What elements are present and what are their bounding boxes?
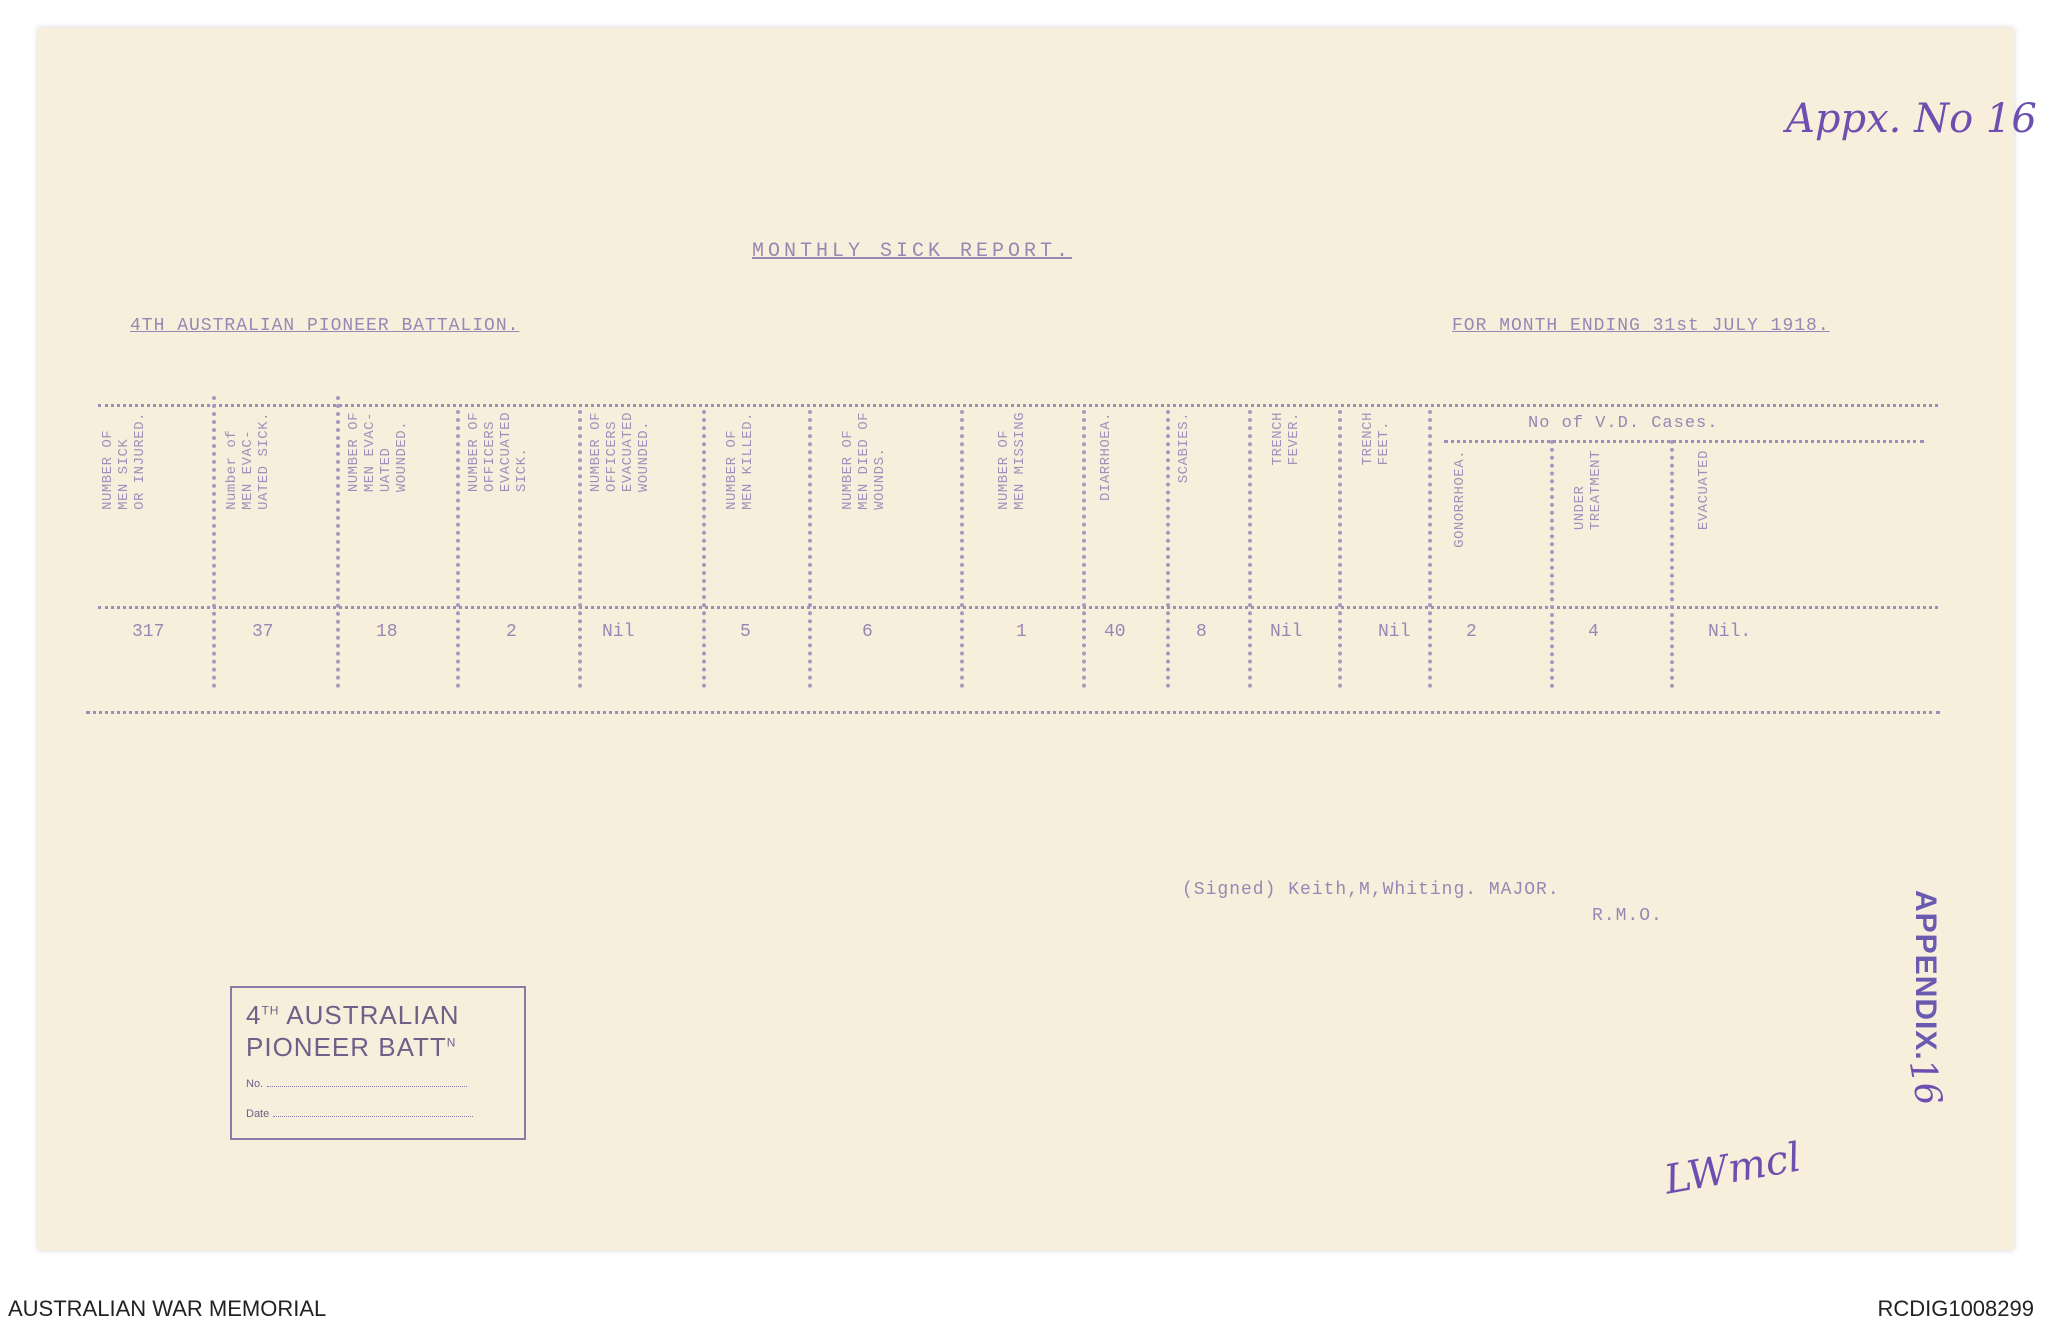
table-cell: Nil	[1270, 622, 1303, 642]
column-header: DIARRHOEA.	[1098, 412, 1114, 502]
appendix-number: 16	[1900, 1056, 1950, 1109]
appendix-annotation: Appx. No 16	[1786, 96, 2037, 142]
table-cell: 4	[1588, 622, 1599, 642]
table-cell: 6	[862, 622, 873, 642]
report-period: FOR MONTH ENDING 31st JULY 1918.	[1452, 316, 1830, 336]
signature-title: R.M.O.	[1592, 906, 1663, 926]
table-cell: Nil.	[1708, 622, 1752, 642]
column-divider	[1338, 410, 1342, 688]
column-header: TRENCH FEET.	[1360, 412, 1392, 466]
table-cell: 37	[252, 622, 274, 642]
battalion-stamp	[230, 986, 526, 1140]
column-divider	[456, 410, 460, 688]
column-divider	[578, 410, 582, 688]
column-header: SCABIES.	[1176, 412, 1192, 484]
header-bottom-rule	[98, 606, 1938, 609]
vd-group-header: No of V.D. Cases.	[1528, 414, 1719, 433]
appendix-stamp: APPENDIX.	[1909, 890, 1942, 1061]
table-bottom-rule	[86, 711, 1940, 714]
vd-group-rule	[1444, 440, 1924, 443]
column-header: NUMBER OF OFFICERS EVACUATED SICK.	[466, 412, 530, 493]
table-cell: 5	[740, 622, 751, 642]
table-cell: Nil	[602, 622, 635, 642]
column-header: NUMBER OF MEN EVAC- UATED WOUNDED.	[346, 412, 410, 493]
table-cell: Nil	[1378, 622, 1411, 642]
table-cell: 2	[1466, 622, 1477, 642]
column-divider	[1428, 410, 1432, 688]
column-header: NUMBER OF OFFICERS EVACUATED WOUNDED.	[588, 412, 652, 493]
stamp-number-field: No.	[246, 1078, 467, 1090]
column-header: NUMBER OF MEN SICK OR INJURED.	[100, 412, 148, 510]
column-header: GONORRHOEA.	[1452, 450, 1468, 548]
stamp-line-2: PIONEER $BATT^N$	[246, 1032, 457, 1062]
table-cell: 40	[1104, 622, 1126, 642]
column-header: NUMBER OF MEN KILLED.	[724, 412, 756, 510]
column-divider	[212, 396, 216, 688]
column-header: UNDER TREATMENT	[1572, 450, 1604, 531]
column-divider	[336, 396, 340, 688]
column-header: NUMBER OF MEN MISSING	[996, 412, 1028, 510]
column-divider	[1248, 410, 1252, 688]
column-divider	[1166, 410, 1170, 688]
column-header: EVACUATED	[1696, 450, 1712, 531]
report-title: MONTHLY SICK REPORT.	[752, 240, 1073, 263]
column-divider	[702, 410, 706, 688]
stamp-line-1: 4TH AUSTRALIAN	[246, 1000, 460, 1030]
column-header: TRENCH FEVER.	[1270, 412, 1302, 466]
table-cell: 2	[506, 622, 517, 642]
handwritten-initials: LWmcl	[1661, 1134, 1805, 1204]
table-cell: 1	[1016, 622, 1027, 642]
table-cell: 8	[1196, 622, 1207, 642]
column-divider	[808, 410, 812, 688]
column-divider	[1082, 410, 1086, 688]
unit-name: 4TH AUSTRALIAN PIONEER BATTALION.	[130, 316, 520, 336]
column-header: Number of MEN EVAC- UATED SICK.	[224, 412, 272, 510]
table-cell: 18	[376, 622, 398, 642]
stamp-date-field: Date	[246, 1108, 473, 1120]
column-header: NUMBER OF MEN DIED OF WOUNDS.	[840, 412, 888, 510]
table-cell: 317	[132, 622, 165, 642]
archive-credit: AUSTRALIAN WAR MEMORIAL	[8, 1296, 327, 1321]
signature-line: (Signed) Keith,M,Whiting. MAJOR.	[1182, 880, 1560, 900]
archive-reference: RCDIG1008299	[1877, 1296, 2034, 1321]
column-divider	[960, 410, 964, 688]
column-divider	[1550, 440, 1554, 688]
table-top-rule	[98, 404, 1938, 407]
column-divider	[1670, 440, 1674, 688]
